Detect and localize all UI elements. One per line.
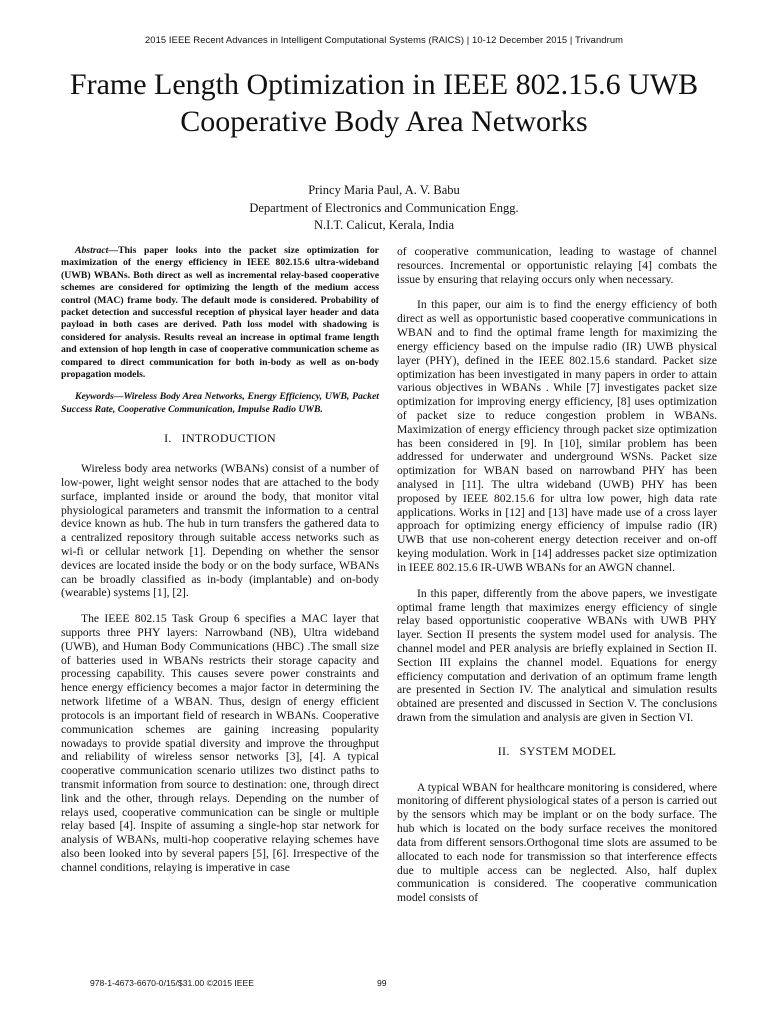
author-block — [0, 182, 768, 235]
section-number: I. — [164, 431, 172, 446]
section-title: INTRODUCTION — [181, 431, 276, 446]
right-column — [397, 245, 717, 917]
section-heading-system-model — [397, 745, 717, 759]
author-names: Princy Maria Paul, A. V. Babu — [308, 183, 460, 197]
left-column — [61, 245, 379, 887]
section-heading-introduction — [61, 432, 379, 446]
intro-continuation: of cooperative communication, leading to wastage of channel resources. Incremental or opportunistic relaying [4] combats the issue by ensuring that relaying occurs only when necessary. — [397, 245, 717, 286]
intro-paragraph-1: Wireless body area networks (WBANs) consist of a number of low-power, light weight sensor nodes that are attached to the body surface, implanted inside or around the body, that monitor vital physiological parameters and transmit the information to a central device known as hub. The hub in turn transfers the gathered data to a centralized repository through suitable access networks such as wi-fi or cellular network [1]. Depending on whether the sensor devices are located inside the body or on the body surface, WBANs can be broadly classified as in-body (implantable) and on-body (wearable) systems [1], [2]. — [61, 462, 379, 600]
paper-title: Frame Length Optimization in IEEE 802.15.6 UWB Cooperative Body Area Networks — [69, 68, 699, 138]
page-number: 99 — [377, 978, 387, 988]
abstract — [61, 245, 379, 381]
author-department: Department of Electronics and Communication Engg. — [249, 200, 519, 215]
abstract-label: Abstract — [75, 245, 109, 256]
intro-paragraph-4: In this paper, differently from the above papers, we investigate optimal frame length that maximizes energy efficiency of single relay based opportunistic cooperative WBANs with UWB PHY layer. Section II presents the system model used for analysis. The channel model and PER analysis are briefly explained in Section II. Section III explains the channel model. Equations for energy efficiency computation and derivation of an optimum frame length are presented in Section IV. The analytical and simulation results obtained are presented and discussed in Section V. The conclusions drawn from the simulation and analysis are given in Section VI. — [397, 586, 717, 724]
section-title: SYSTEM MODEL — [519, 743, 617, 758]
keywords: Keywords—Wireless Body Area Networks, Energy Efficiency, UWB, Packet Success Rate, Cooperative Communication, Impulse Radio UWB. — [61, 391, 379, 415]
section-number: II. — [497, 743, 510, 758]
footer-isbn: 978-1-4673-6670-0/15/$31.00 ©2015 IEEE — [90, 978, 255, 988]
conference-header: 2015 IEEE Recent Advances in Intelligent Computational Systems (RAICS) | 10-12 December 2015 | Trivandrum — [144, 34, 624, 45]
abstract-text: —This paper looks into the packet size optimization for maximization of the energy efficiency in IEEE 802.15.6 ultra-wideband (UWB) WBANs. Both direct as well as incremental relay-based cooperative schemes are considered for optimizing the length of the medium access control (MAC) frame body. The default mode is considered. Probability of packet detection and successful reception of physical layer header and data payload in both cases are derived. Path loss model with shadowing is considered for analysis. Results reveal an increase in optimal frame length and extension of hop length in case of cooperative communication scheme as compared to direct communication for both in-body as well as on-body propagation models. — [61, 245, 379, 381]
author-institution: N.I.T. Calicut, Kerala, India — [314, 218, 454, 232]
intro-paragraph-3: In this paper, our aim is to find the energy efficiency of both direct as well as opportunistic based cooperative communications in WBAN and to find the optimal frame length for maximizing the energy efficiency based on the impulse radio (IR) UWB physical layer (PHY), defined in the IEEE 802.15.6 standard. Packet size optimization has been investigated in many papers in order to attain various objectives in WBANs . While [7] investigates packet size optimization for improving energy efficiency, [8] uses optimization of packet size to reduce congestion problem in WBANs. Maximization of energy efficiency through packet size optimization has been considered in [9]. In [10], similar problem has been addressed for underwater and underground WSNs. Packet size optimization for WBAN based on narrowband PHY has been analysed in [11]. The ultra wideband (UWB) PHY has been proposed by IEEE 802.15.6 for ultra low power, high data rate applications. Works in [12] and [13] have made use of a cross layer approach for optimizing energy efficiency of impulse radio (IR) UWB that use non-coherent energy detection receiver and on-off keying modulation. Work in [14] addresses packet size optimization in IEEE 802.15.6 IR-UWB WBANs for an AWGN channel. — [397, 298, 717, 574]
intro-paragraph-2: The IEEE 802.15 Task Group 6 specifies a MAC layer that supports three PHY layers: Narrowband (NB), Ultra wideband (UWB), and Human Body Communications (HBC) .The small size of batteries used in WBANs restricts their storage capacity and processing capability. This causes severe power constraints and hence energy efficiency becomes a major factor in determining the network lifetime of a WBAN. Thus, design of energy efficient protocols is an important field of research in WBANs. Cooperative communication schemes are gaining increasing popularity nowadays to provide spatial diversity and improve the throughput and reliability of wireless sensor networks [3], [4]. A typical cooperative communication scenario utilizes two distinct paths to transmit information from source to destination: one, through direct link and the other, through relays. Depending on the number of relays used, cooperative communication can be single or multiple relay based [4]. Inspite of assuming a single-hop star network for analysis of WBANs, multi-hop cooperative relaying schemes have also been looked into by several papers [5], [6]. Irrespective of the channel conditions, relaying is imperative in case — [61, 612, 379, 874]
system-model-paragraph-1: A typical WBAN for healthcare monitoring is considered, where monitoring of different physiological states of a person is carried out by the sensors which may be implant or on the body surface. The hub which is located on the body surface receives the monitored data from different sensors.Orthogonal time slots are assumed to be allocated to each node for transmission so that interference effects due to multiple access can be neglected. Also, half duplex communication is considered. The cooperative communication model consists of — [397, 780, 717, 905]
